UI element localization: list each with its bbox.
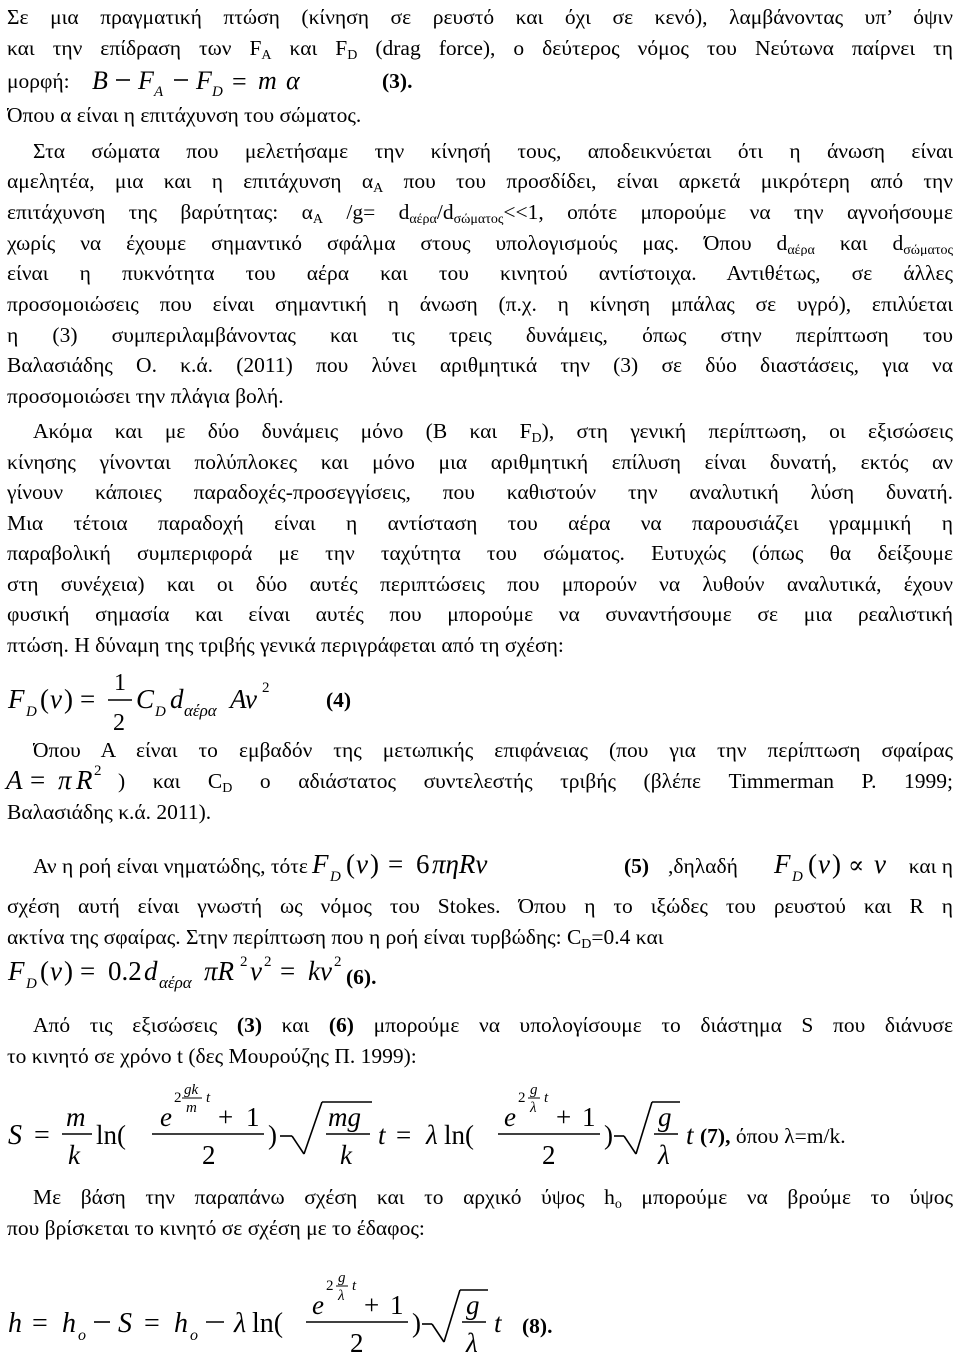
text-line: Με βάση την παραπάνω σχέση και το αρχικό ύψος $h_o$ μπορούμε να βρούμε το ύψος	[33, 1185, 953, 1210]
svg-text:h: h	[174, 1308, 188, 1339]
svg-text:k: k	[68, 1140, 80, 1170]
svg-text:(: (	[346, 849, 355, 879]
svg-text:A: A	[154, 84, 164, 100]
text-line: κίνησης γίνονται πολύπλοκες και μόνο μια αριθμητική επίλυση είναι δυνατή, εκτός αν	[7, 450, 953, 474]
text-line: ,δηλαδή	[668, 854, 738, 878]
svg-text:2: 2	[262, 680, 270, 696]
svg-text:=: =	[30, 765, 46, 795]
svg-text:t: t	[494, 1308, 502, 1338]
svg-text:2: 2	[113, 710, 125, 736]
svg-text:2: 2	[542, 1140, 556, 1170]
svg-text:t: t	[686, 1120, 694, 1150]
text-line: Στα σώματα που μελετήσαμε την κίνησή τους, αποδεικνύεται ότι η άνωση είναι	[33, 139, 953, 163]
svg-text:): )	[64, 684, 73, 714]
svg-text:e: e	[312, 1290, 324, 1320]
svg-text:2: 2	[174, 1090, 182, 1106]
svg-text:=: =	[80, 684, 96, 714]
svg-text:D: D	[155, 704, 166, 720]
svg-text:Av: Av	[230, 684, 257, 714]
svg-text:αέρα: αέρα	[159, 973, 192, 992]
text-line: προσομοιώσει την πλάγια βολή.	[7, 384, 284, 408]
svg-text:v: v	[818, 849, 830, 879]
svg-text:d: d	[170, 684, 184, 714]
svg-text:h: h	[8, 1308, 22, 1339]
svg-text:R: R	[76, 765, 93, 795]
svg-text:F: F	[138, 66, 154, 95]
text-line: σχέση αυτή είναι γνωστή ως νόμος του Stokes. Όπου η το ιξώδες του ρευστού και R η	[7, 894, 953, 918]
text-line: Βαλασιάδης Ο. κ.ά. (2011) που λύνει αριθμητικά την (3) σε δύο διαστάσεις, για να	[7, 353, 953, 377]
equation-label: (5)	[624, 854, 650, 878]
text-line: προσομοιώσεις που είναι σημαντική η άνωση (π.χ. η κίνηση μπάλας σε υγρό), επιλύεται	[7, 292, 953, 316]
svg-text:=: =	[388, 849, 404, 879]
svg-text:2: 2	[264, 954, 272, 970]
text-line: πτώση. Η δύναμη της τριβής γενικά περιγράφεται από τη σχέση:	[7, 633, 564, 657]
svg-text:o: o	[190, 1327, 198, 1344]
svg-text:=: =	[232, 67, 247, 96]
svg-text:2: 2	[350, 1328, 364, 1358]
equation-label: (8).	[522, 1314, 553, 1338]
text-line: Από τις εξισώσεις (3) και (6) μπορούμε να υπολογίσουμε το διάστημα S που διάνυσε	[33, 1013, 953, 1037]
svg-text:): )	[370, 849, 379, 879]
text-line: και την επίδραση των $F_A$ και $F_D$ (drag force), ο δεύτερος νόμος του Νεύτωνα παίρνει τη	[7, 36, 953, 61]
svg-text:+: +	[218, 1102, 234, 1132]
svg-text:v: v	[50, 956, 62, 986]
svg-text:λ: λ	[338, 1288, 345, 1304]
svg-text:A: A	[6, 765, 23, 795]
svg-text:k: k	[340, 1140, 352, 1170]
svg-text:m: m	[66, 1102, 86, 1132]
text-line: στη συνέχεια) και οι δύο αυτές περιπτώσεις που μπορούν να λυθούν αναλυτικά, έχουν	[7, 572, 953, 596]
svg-text:1: 1	[114, 670, 126, 696]
svg-text:S: S	[8, 1120, 22, 1151]
svg-text:1: 1	[246, 1102, 260, 1132]
text-line: ) και $C_D$ ο αδιάστατος συντελεστής τριβής (βλέπε Timmerman P. 1999;	[118, 769, 953, 794]
text-line: επιτάχυνση της βαρύτητας: $\alpha_A$ $/g= d_{\alpha έ\rho\alpha}/d_{\sigma ώ\mu\alpha\tau o\varsigma}<<1$, οπότε μπορούμε να την αγνοήσουμε	[7, 200, 953, 225]
equation-5	[312, 844, 622, 884]
svg-text:=: =	[280, 956, 296, 986]
svg-text:2: 2	[240, 954, 248, 970]
svg-text:∝: ∝	[848, 853, 865, 879]
svg-text:αέρα: αέρα	[184, 701, 217, 720]
svg-text:λ: λ	[530, 1100, 537, 1116]
equation-label: (6).	[346, 965, 377, 989]
text-line: και η	[908, 854, 953, 878]
svg-text:λ: λ	[466, 1328, 478, 1358]
svg-text:): )	[64, 956, 73, 986]
svg-text:C: C	[136, 684, 155, 714]
svg-text:g: g	[466, 1290, 480, 1320]
svg-text:t: t	[352, 1278, 357, 1294]
svg-text:+: +	[556, 1102, 572, 1132]
equation-label: (4)	[326, 688, 352, 712]
text-line: Μια τέτοια παραδοχή είναι η αντίσταση του αέρα να παρουσιάζει γραμμική η	[7, 511, 953, 535]
text-line: Αν η ροή είναι νηματώδης, τότε	[33, 854, 308, 878]
text-line: μορφή:	[7, 69, 70, 93]
svg-text:+: +	[364, 1290, 380, 1320]
svg-text:πR: πR	[204, 956, 235, 986]
svg-text:): )	[604, 1120, 613, 1150]
svg-text:2: 2	[202, 1140, 216, 1170]
svg-text:D: D	[792, 869, 803, 885]
text-line: (7), όπου λ=m/k.	[700, 1124, 846, 1148]
svg-text:=: =	[396, 1120, 412, 1150]
svg-text:mg: mg	[328, 1102, 361, 1132]
svg-text:λ: λ	[426, 1120, 438, 1150]
equation-4	[8, 660, 338, 740]
text-line: γίνουν κάποιες παραδοχές-προσεγγίσεις, που καθιστούν την αναλυτική λύση δυνατή.	[7, 480, 953, 504]
svg-text:(: (	[40, 684, 49, 714]
svg-text:=: =	[32, 1308, 48, 1339]
svg-text:2: 2	[518, 1090, 526, 1106]
svg-text:2: 2	[326, 1278, 334, 1294]
svg-text:=: =	[80, 956, 96, 986]
svg-text:=: =	[144, 1308, 160, 1339]
svg-text:S: S	[118, 1308, 132, 1339]
svg-text:B: B	[92, 66, 108, 95]
svg-text:e: e	[160, 1102, 172, 1132]
svg-text:F: F	[196, 66, 212, 95]
text-line: Όπου Α είναι το εμβαδόν της μετωπικής επιφάνειας (που για την περίπτωση σφαίρας	[33, 738, 953, 762]
svg-text:λ: λ	[658, 1140, 670, 1170]
svg-text:m: m	[186, 1100, 197, 1116]
text-line: που βρίσκεται το κινητό σε σχέση με το έδαφος:	[7, 1216, 425, 1240]
text-line: Σε μια πραγματική πτώση (κίνηση σε ρευστό και όχι σε κενό), λαμβάνοντας υπ’ όψιν	[7, 5, 953, 29]
sphere-area-formula	[6, 760, 126, 800]
svg-text:o: o	[78, 1327, 86, 1344]
proportionality-formula	[774, 844, 894, 884]
svg-text:m: m	[258, 66, 277, 95]
text-line: ακτίνα της σφαίρας. Στην περίπτωση που η ροή είναι τυρβώδης: $C_D=0.4$ και	[7, 925, 664, 950]
svg-text:D: D	[26, 976, 37, 992]
svg-text:D: D	[330, 869, 341, 885]
svg-text:gk: gk	[184, 1082, 199, 1098]
svg-text:): )	[832, 849, 841, 879]
svg-text:D: D	[212, 84, 223, 100]
text-line: Ακόμα και με δύο δυνάμεις μόνο (B και $F_D$), στη γενική περίπτωση, οι εξισώσεις	[33, 419, 953, 444]
text-line: το κινητό σε χρόνο t (δες Μουρούζης Π. 1999):	[7, 1044, 417, 1068]
svg-text:α: α	[286, 66, 300, 95]
text-line: Όπου α είναι η επιτάχυνση του σώματος.	[7, 103, 362, 127]
text-line: χωρίς να έχουμε σημαντικό σφάλμα στους υπολογισμούς μας. Όπου $d_{\alpha έ\rho\alpha}$ και $d_{\sigma ώ\mu\alpha\tau o\varsigma}$	[7, 231, 953, 256]
svg-text:πηRv: πηRv	[432, 849, 488, 879]
svg-text:1: 1	[390, 1290, 404, 1320]
svg-text:π: π	[58, 765, 72, 795]
text-line: Βαλασιάδης κ.ά. 2011).	[7, 800, 212, 824]
svg-text:t: t	[544, 1090, 549, 1106]
svg-text:F: F	[8, 684, 25, 714]
text-line: φυσική σημασία και είναι αυτές που μπορούμε να συναντήσουμε σε μια ρεαλιστική	[7, 602, 953, 626]
svg-text:2: 2	[94, 763, 102, 779]
svg-text:g: g	[658, 1102, 672, 1132]
svg-text:ln(: ln(	[96, 1120, 126, 1150]
svg-text:λ: λ	[234, 1308, 247, 1339]
svg-text:): )	[268, 1120, 277, 1150]
text-line: παραβολική συμπεριφορά με την ταχύτητα του σώματος. Ευτυχώς (όπως θα δείξουμε	[7, 541, 953, 565]
svg-text:kv: kv	[308, 956, 332, 986]
svg-text:t: t	[378, 1120, 386, 1150]
svg-text:g: g	[530, 1082, 538, 1098]
svg-text:1: 1	[582, 1102, 596, 1132]
svg-text:g: g	[338, 1270, 346, 1286]
svg-text:e: e	[504, 1102, 516, 1132]
svg-text:(: (	[808, 849, 817, 879]
equation-7	[8, 1068, 708, 1188]
text-line: αμελητέα, μια και η επιτάχυνση $\alpha_A$ που του προσδίδει, είναι αρκετά μικρότερη από την	[7, 169, 953, 194]
svg-text:d: d	[144, 956, 158, 986]
svg-text:v: v	[874, 849, 886, 879]
text-line: η (3) συμπεριλαμβάνοντας και τις τρεις δυνάμεις, όπως στην περίπτωση του	[7, 323, 953, 347]
svg-text:0.2: 0.2	[108, 956, 142, 986]
svg-text:F: F	[8, 956, 25, 986]
svg-text:): )	[412, 1308, 421, 1338]
svg-text:ln(: ln(	[252, 1308, 284, 1339]
svg-text:t: t	[206, 1090, 211, 1106]
svg-text:h: h	[62, 1308, 76, 1339]
svg-text:6: 6	[416, 849, 430, 879]
svg-text:F: F	[774, 849, 791, 879]
svg-text:(: (	[40, 956, 49, 986]
svg-text:2: 2	[334, 954, 342, 970]
svg-text:v: v	[50, 684, 62, 714]
svg-text:=: =	[34, 1120, 50, 1151]
equation-label: (3).	[382, 69, 413, 93]
svg-text:v: v	[356, 849, 368, 879]
svg-text:D: D	[26, 704, 37, 720]
svg-text:ln(: ln(	[444, 1120, 474, 1150]
text-line: είναι η πυκνότητα του αέρα και του κινητού αντίστοιχα. Αντιθέτως, σε άλλες	[7, 261, 953, 285]
svg-text:v: v	[250, 956, 262, 986]
equation-8	[8, 1240, 568, 1358]
svg-text:F: F	[312, 849, 329, 879]
equation-3	[88, 62, 418, 102]
